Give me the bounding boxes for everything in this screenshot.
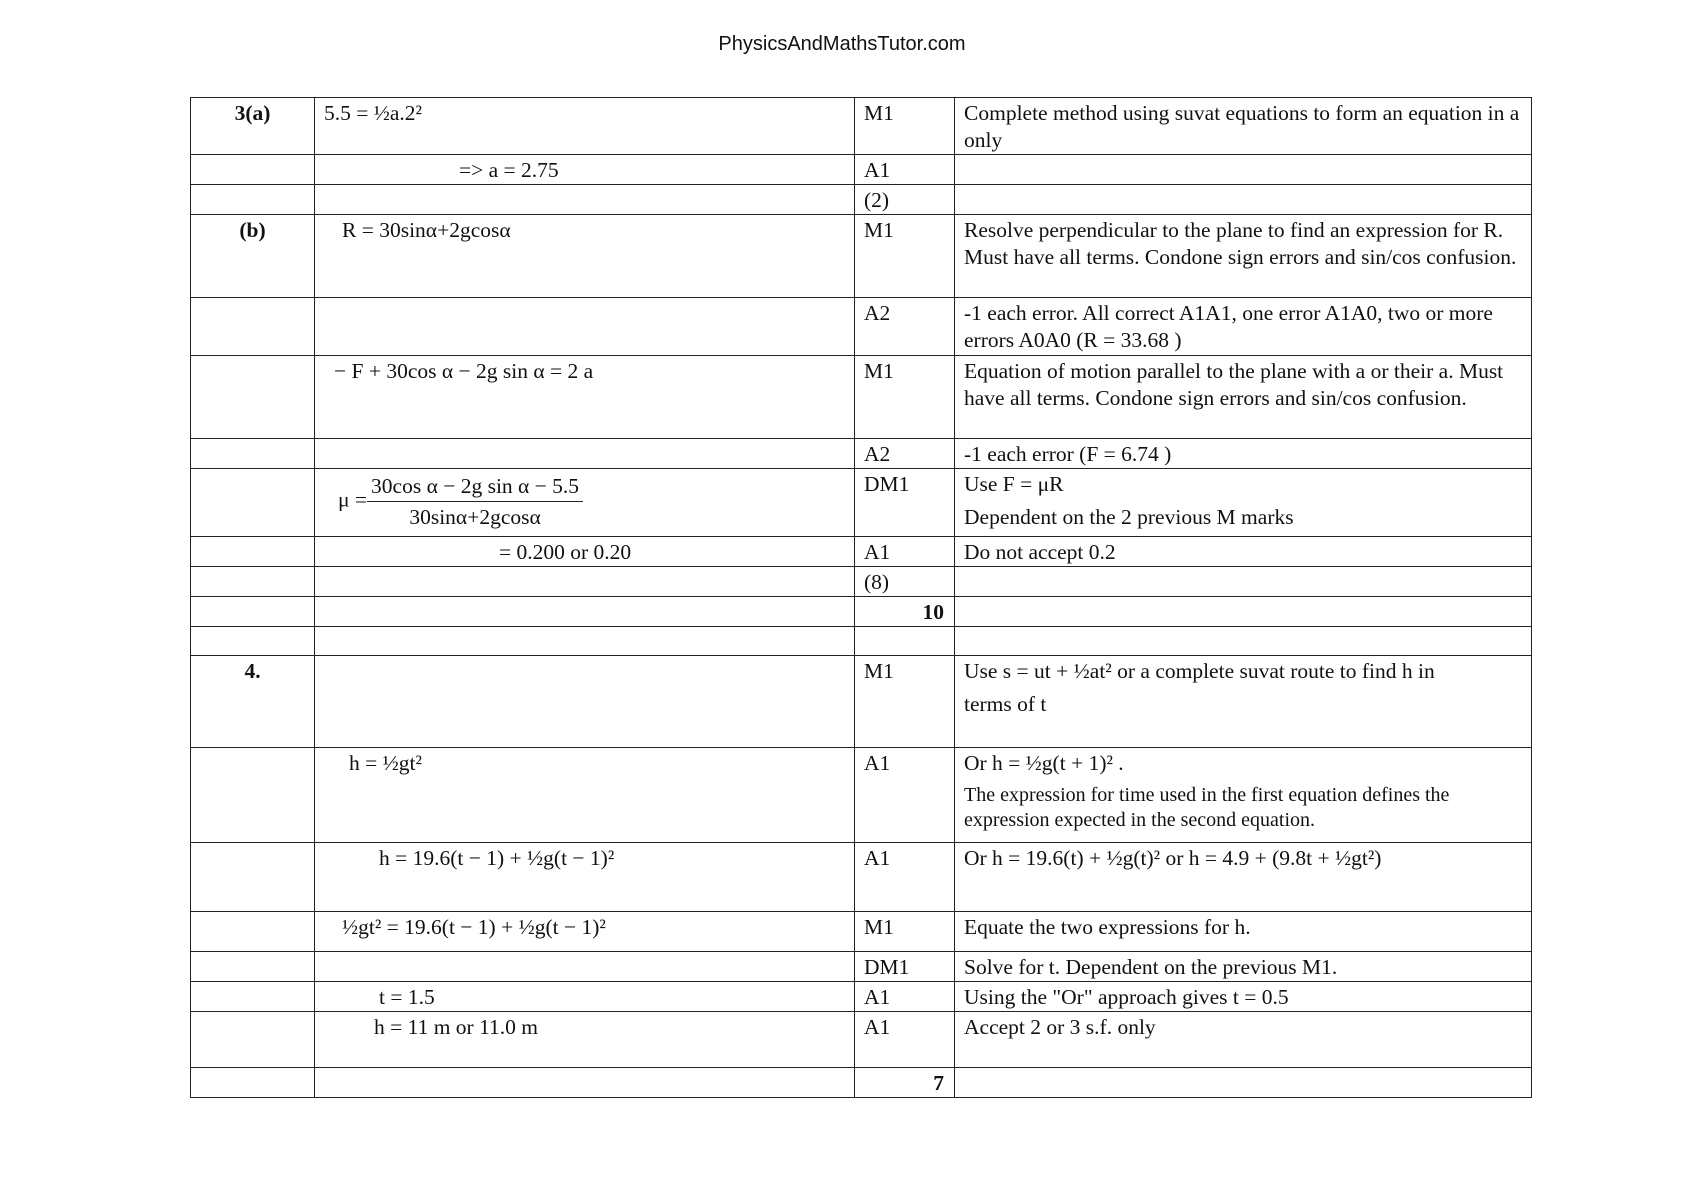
notes-cell (955, 656, 1532, 748)
total-marks: 10 (855, 597, 955, 627)
mark-code: (2) (855, 185, 955, 215)
note-line: Equate the two expressions for h. (964, 915, 1251, 939)
working-expression: 5.5 = ½a.2² (324, 101, 422, 125)
notes-cell (955, 843, 1532, 912)
working-cell (315, 982, 855, 1012)
working-cell (315, 567, 855, 597)
mark-code: M1 (855, 656, 955, 748)
working-cell (315, 627, 855, 656)
question-number-cell (191, 597, 315, 627)
table-row (191, 982, 1532, 1012)
mark-code: A1 (855, 982, 955, 1012)
table-row (191, 298, 1532, 356)
working-expression: − F + 30cos α − 2g sin α = 2 a (334, 359, 594, 383)
table-row (191, 439, 1532, 469)
notes-cell (955, 185, 1532, 215)
working-expression: h = 19.6(t − 1) + ½g(t − 1)² (379, 846, 615, 870)
table-row (191, 356, 1532, 439)
working-cell (315, 185, 855, 215)
working-cell (315, 469, 855, 537)
question-number-cell (191, 155, 315, 185)
working-cell (315, 537, 855, 567)
notes-cell (955, 215, 1532, 298)
working-cell (315, 356, 855, 439)
table-row (191, 912, 1532, 952)
notes-cell (955, 952, 1532, 982)
question-number-cell (191, 439, 315, 469)
note-line: -1 each error (F = 6.74 ) (964, 442, 1172, 466)
notes-cell (955, 537, 1532, 567)
notes-cell (955, 155, 1532, 185)
notes-cell (955, 982, 1532, 1012)
question-number-cell (191, 952, 315, 982)
working-expression: => a = 2.75 (459, 158, 559, 182)
table-row (191, 155, 1532, 185)
table-row (191, 748, 1532, 843)
note-line: Using the "Or" approach gives t = 0.5 (964, 985, 1289, 1009)
working-cell (315, 155, 855, 185)
table-row (191, 843, 1532, 912)
question-number-cell (191, 185, 315, 215)
question-number-cell (191, 1068, 315, 1098)
fraction-lhs: μ = (338, 487, 368, 512)
note-line: Complete method using suvat equations to form an equation in a only (964, 101, 1520, 152)
mark-code: M1 (855, 912, 955, 952)
note-line: Or h = 19.6(t) + ½g(t)² or h = 4.9 + (9.8t + ½gt²) (964, 846, 1382, 870)
fraction-numerator: 30cos α − 2g sin α − 5.5 (367, 471, 583, 502)
table-row (191, 952, 1532, 982)
notes-cell (955, 1068, 1532, 1098)
question-number-cell: 4. (191, 656, 315, 748)
note-line: The expression for time used in the first equation defines the expression expected in the second equation. (964, 784, 1450, 831)
notes-cell (955, 567, 1532, 597)
table-row (191, 215, 1532, 298)
question-number-cell (191, 469, 315, 537)
notes-cell (955, 469, 1532, 537)
question-number-cell (191, 982, 315, 1012)
question-number-cell (191, 1012, 315, 1068)
table-row (191, 469, 1532, 537)
working-expression: = 0.200 or 0.20 (499, 540, 632, 564)
question-number-cell (191, 843, 315, 912)
question-number-cell (191, 298, 315, 356)
question-number-cell (191, 912, 315, 952)
working-cell (315, 1068, 855, 1098)
table-row (191, 627, 1532, 656)
working-expression: ½gt² = 19.6(t − 1) + ½g(t − 1)² (342, 915, 606, 939)
mark-code: DM1 (855, 952, 955, 982)
mark-code: M1 (855, 215, 955, 298)
question-number-cell (191, 537, 315, 567)
working-cell (315, 843, 855, 912)
fraction (367, 471, 583, 532)
table-row (191, 537, 1532, 567)
mark-code: (8) (855, 567, 955, 597)
notes-cell (955, 98, 1532, 155)
working-cell (315, 98, 855, 155)
note-line: Do not accept 0.2 (964, 540, 1116, 564)
working-expression: t = 1.5 (379, 985, 435, 1009)
mark-code: A1 (855, 843, 955, 912)
working-expression: h = 11 m or 11.0 m (374, 1015, 539, 1039)
table-row (191, 656, 1532, 748)
mark-scheme-table (190, 97, 1532, 1098)
notes-cell (955, 912, 1532, 952)
notes-cell (955, 597, 1532, 627)
working-cell (315, 748, 855, 843)
question-number-cell (191, 627, 315, 656)
note-line: Or h = ½g(t + 1)² . (964, 751, 1124, 775)
working-cell (315, 215, 855, 298)
note-line: Resolve perpendicular to the plane to find an expression for R. Must have all terms. Condone sign errors and sin/cos confusion. (964, 218, 1517, 269)
total-marks: 7 (855, 1068, 955, 1098)
note-line: Use s = ut + ½at² or a complete suvat route to find h in (964, 659, 1435, 683)
notes-cell (955, 627, 1532, 656)
fraction-denominator: 30sinα+2gcosα (409, 505, 541, 529)
mark-code: M1 (855, 98, 955, 155)
notes-cell (955, 1012, 1532, 1068)
note-line: terms of t (964, 692, 1047, 716)
notes-cell (955, 748, 1532, 843)
note-line: -1 each error. All correct A1A1, one error A1A0, two or more errors A0A0 (R = 33.68 ) (964, 301, 1493, 352)
mark-code: A1 (855, 1012, 955, 1068)
question-number-cell (191, 567, 315, 597)
notes-cell (955, 439, 1532, 469)
mark-code: A1 (855, 748, 955, 843)
mark-code: A1 (855, 537, 955, 567)
working-cell (315, 439, 855, 469)
table-row (191, 98, 1532, 155)
question-number-cell: (b) (191, 215, 315, 298)
note-line: Use F = μR (964, 472, 1064, 496)
table-row (191, 185, 1532, 215)
mark-code: A2 (855, 439, 955, 469)
note-line: Accept 2 or 3 s.f. only (964, 1015, 1156, 1039)
table-row (191, 1012, 1532, 1068)
mark-code: M1 (855, 356, 955, 439)
mark-code: A1 (855, 155, 955, 185)
note-line: Solve for t. Dependent on the previous M1. (964, 955, 1338, 979)
working-cell (315, 597, 855, 627)
working-expression: R = 30sinα+2gcosα (342, 218, 511, 242)
note-line: Equation of motion parallel to the plane with a or their a. Must have all terms. Condone sign errors and sin/cos confusion. (964, 359, 1504, 410)
page-header: PhysicsAndMathsTutor.com (718, 33, 966, 55)
working-expression: h = ½gt² (349, 751, 422, 775)
working-cell (315, 912, 855, 952)
notes-cell (955, 356, 1532, 439)
mark-code (855, 627, 955, 656)
working-cell (315, 1012, 855, 1068)
working-cell (315, 952, 855, 982)
mark-code: DM1 (855, 469, 955, 537)
table-row (191, 1068, 1532, 1098)
mark-code: A2 (855, 298, 955, 356)
question-number-cell (191, 748, 315, 843)
question-number-cell: 3(a) (191, 98, 315, 155)
working-cell (315, 656, 855, 748)
table-row (191, 597, 1532, 627)
table-row (191, 567, 1532, 597)
notes-cell (955, 298, 1532, 356)
question-number-cell (191, 356, 315, 439)
working-cell (315, 298, 855, 356)
note-line: Dependent on the 2 previous M marks (964, 505, 1294, 529)
